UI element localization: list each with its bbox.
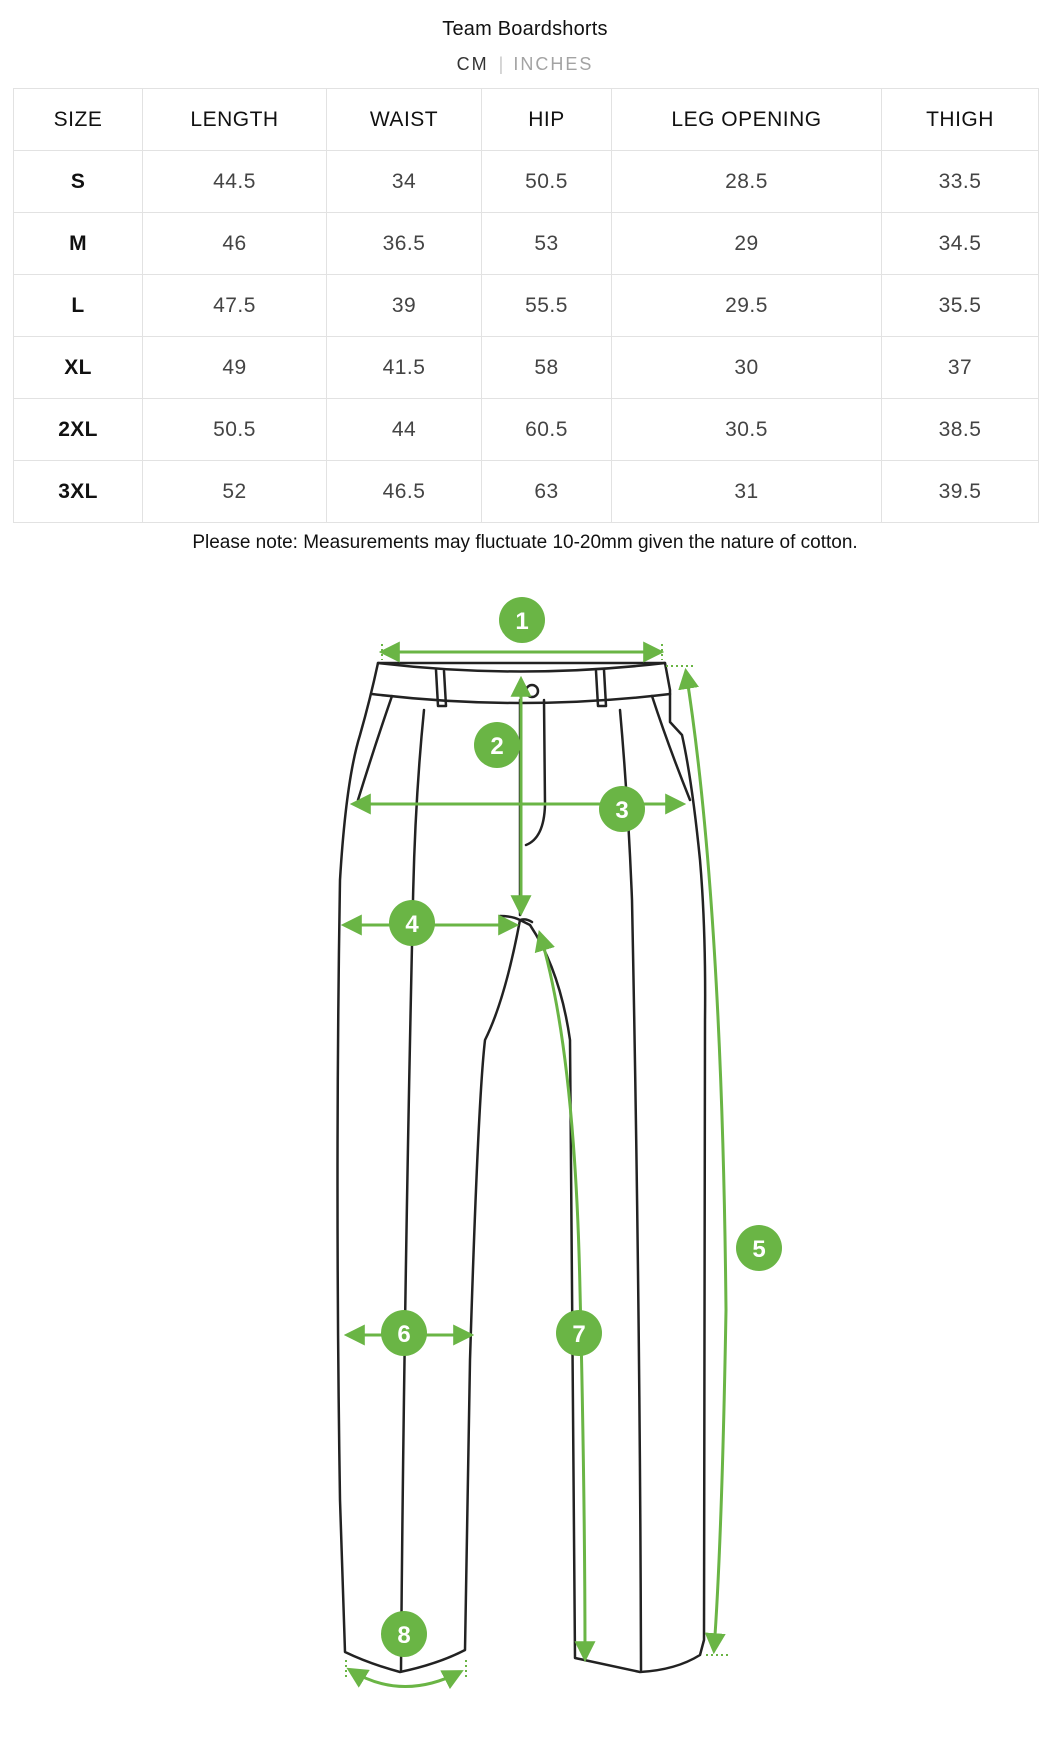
- size-cell: L: [14, 275, 143, 337]
- waist-cell: 41.5: [327, 337, 482, 399]
- length-cell: 52: [143, 461, 327, 523]
- leg-opening-cell: 31: [612, 461, 882, 523]
- waist-cell: 44: [327, 399, 482, 461]
- leg-opening-cell: 29.5: [612, 275, 882, 337]
- badge-8: [381, 1611, 427, 1657]
- unit-inches-tab[interactable]: INCHES: [513, 54, 594, 74]
- badge-2-label: 2: [490, 733, 504, 760]
- length-cell: 46: [143, 213, 327, 275]
- badge-1-label: 1: [515, 608, 529, 635]
- length-cell: 44.5: [143, 151, 327, 213]
- leg-opening-cell: 28.5: [612, 151, 882, 213]
- measurement-note: Please note: Measurements may fluctuate 10-20mm given the nature of cotton.: [192, 532, 858, 553]
- header-thigh: THIGH: [882, 89, 1039, 151]
- thigh-cell: 38.5: [882, 399, 1039, 461]
- header-size: SIZE: [14, 89, 143, 151]
- thigh-cell: 33.5: [882, 151, 1039, 213]
- size-cell: 2XL: [14, 399, 143, 461]
- waist-cell: 34: [327, 151, 482, 213]
- hip-cell: 50.5: [482, 151, 612, 213]
- badge-4-label: 4: [405, 911, 419, 938]
- leg-opening-cell: 30: [612, 337, 882, 399]
- leg-opening-cell: 30.5: [612, 399, 882, 461]
- hip-cell: 63: [482, 461, 612, 523]
- size-cell: 3XL: [14, 461, 143, 523]
- length-cell: 49: [143, 337, 327, 399]
- leg-opening-cell: 29: [612, 213, 882, 275]
- header-hip: HIP: [482, 89, 612, 151]
- badge-3-label: 3: [615, 797, 629, 824]
- header-length: LENGTH: [143, 89, 327, 151]
- waist-cell: 39: [327, 275, 482, 337]
- unit-cm-tab[interactable]: CM: [456, 54, 489, 74]
- badge-1: [499, 597, 545, 643]
- badge-7: [556, 1310, 602, 1356]
- hip-cell: 53: [482, 213, 612, 275]
- waist-cell: 46.5: [327, 461, 482, 523]
- waist-cell: 36.5: [327, 213, 482, 275]
- thigh-cell: 39.5: [882, 461, 1039, 523]
- badge-7-label: 7: [572, 1321, 586, 1348]
- badge-6: [381, 1310, 427, 1356]
- badge-3: [599, 786, 645, 832]
- badge-2: [474, 722, 520, 768]
- page-title: Team Boardshorts: [442, 18, 608, 40]
- header-waist: WAIST: [327, 89, 482, 151]
- size-cell: M: [14, 213, 143, 275]
- thigh-cell: 34.5: [882, 213, 1039, 275]
- hip-cell: 55.5: [482, 275, 612, 337]
- length-cell: 50.5: [143, 399, 327, 461]
- size-cell: XL: [14, 337, 143, 399]
- badge-4: [389, 900, 435, 946]
- badge-8-label: 8: [397, 1622, 411, 1649]
- hip-cell: 60.5: [482, 399, 612, 461]
- thigh-cell: 37: [882, 337, 1039, 399]
- header-leg-opening: LEG OPENING: [612, 89, 882, 151]
- thigh-cell: 35.5: [882, 275, 1039, 337]
- badge-5-label: 5: [752, 1236, 766, 1263]
- size-cell: S: [14, 151, 143, 213]
- hip-cell: 58: [482, 337, 612, 399]
- badge-6-label: 6: [397, 1321, 411, 1348]
- badge-5: [736, 1225, 782, 1271]
- unit-separator: |: [498, 54, 504, 74]
- length-cell: 47.5: [143, 275, 327, 337]
